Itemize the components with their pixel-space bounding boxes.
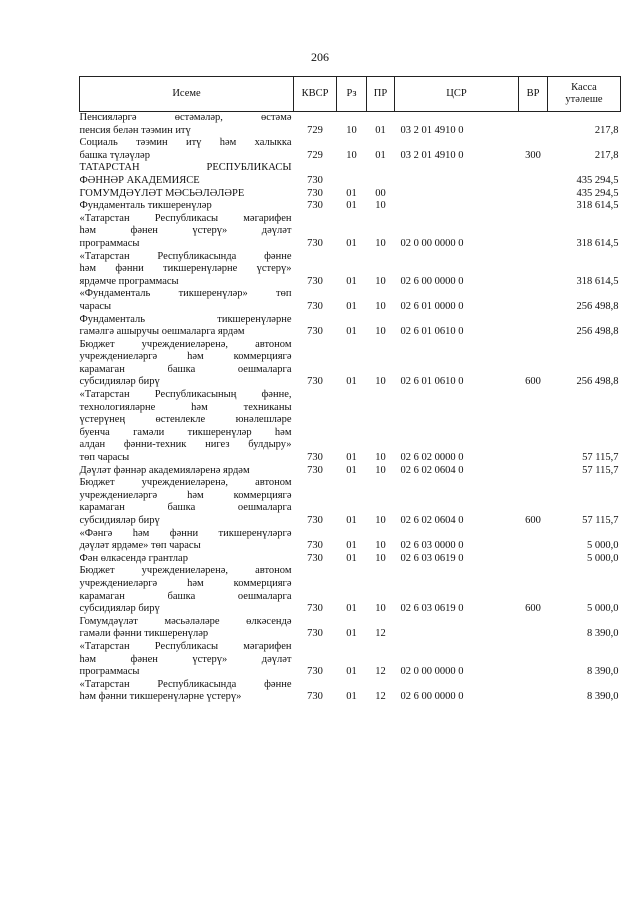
row-pr: 12 (375, 666, 386, 678)
row-csr (395, 162, 519, 187)
row-kvsr: 730 (307, 200, 323, 212)
row-kvsr: 730 (307, 300, 323, 312)
row-name-line: буенча гамәли тикшеренүләр һәм (79, 426, 292, 438)
row-amount: 8 390,0 (587, 666, 619, 678)
row-name (80, 162, 294, 187)
row-vr: 600 (525, 603, 541, 615)
row-name-line: Социаль тәэмин итү һәм халыкка (79, 137, 292, 149)
row-csr: 02 6 02 0604 0 (400, 515, 464, 526)
table-row (80, 339, 621, 389)
row-name (80, 200, 294, 213)
row-rz: 01 (346, 275, 357, 287)
row-kvsr: 730 (307, 691, 323, 703)
row-name-line: субсидияләр бирү (79, 603, 160, 615)
row-name-line: Бюджет учреждениеләренә, автоном (79, 477, 292, 489)
row-csr (395, 188, 519, 201)
row-csr (395, 616, 519, 641)
row-amount: 318 614,5 (576, 200, 619, 212)
table-row (80, 616, 621, 641)
row-name-line: субсидияләр бирү (79, 515, 160, 526)
row-vr (519, 112, 548, 138)
row-name-line: программасы (79, 237, 140, 249)
row-vr (519, 641, 548, 679)
row-name-line: карамаган башка оешмаларга (79, 590, 292, 602)
table-row (80, 188, 621, 201)
row-name (80, 339, 294, 389)
row-csr: 02 6 00 0000 0 (400, 275, 464, 287)
row-pr: 10 (375, 515, 386, 526)
row-csr: 02 6 02 0000 0 (400, 452, 464, 464)
row-rz: 10 (346, 124, 357, 136)
table-body (80, 112, 621, 704)
row-kvsr: 730 (307, 603, 323, 615)
row-name-line: Дәүләт фәннәр академияләренә ярдәм (79, 464, 250, 476)
row-pr: 10 (375, 237, 386, 249)
row-vr: 600 (525, 515, 541, 526)
row-name-line: «Татарстан Республикасы мәгарифен (79, 640, 292, 652)
row-kvsr: 730 (307, 515, 323, 526)
row-rz: 01 (346, 200, 357, 212)
row-name-line: ТАТАРСТАН РЕСПУБЛИКАСЫ (79, 162, 292, 174)
row-name (80, 553, 294, 566)
row-name (80, 389, 294, 465)
row-name-line: Фундаменталь тикшеренүләр (79, 200, 212, 212)
row-vr (519, 679, 548, 704)
table-row (80, 162, 621, 187)
row-name-line: ФӘННӘР АКАДЕМИЯСЕ (79, 174, 200, 186)
row-rz: 01 (346, 237, 357, 249)
budget-table (79, 76, 621, 704)
row-rz: 01 (346, 691, 357, 703)
table-row (80, 314, 621, 339)
row-csr: 02 6 00 0000 0 (400, 691, 464, 703)
row-name-line: ГОМУМДӘҮЛӘТ МӘСЬӘЛӘЛӘРЕ (79, 187, 245, 199)
table-header (80, 77, 621, 112)
row-rz: 01 (346, 326, 357, 338)
header-amount: Касса утәлеше (548, 77, 621, 112)
table-row (80, 465, 621, 478)
row-amount: 5 000,0 (587, 540, 619, 552)
row-name-line: «Татарстан Республикасының фәнне, (79, 389, 292, 401)
row-kvsr: 730 (307, 174, 323, 186)
row-name (80, 641, 294, 679)
row-amount: 57 115,7 (582, 464, 619, 476)
row-rz: 01 (346, 376, 357, 388)
row-rz: 01 (346, 628, 357, 640)
row-name (80, 188, 294, 201)
row-name-line: башка түләүләр (79, 149, 150, 161)
row-name-line: гамәли фәнни тикшеренүләр (79, 628, 209, 640)
row-amount: 256 498,8 (576, 376, 619, 388)
row-name (80, 213, 294, 251)
row-vr (519, 188, 548, 201)
row-csr: 02 0 00 0000 0 (400, 666, 464, 678)
row-csr: 02 0 00 0000 0 (400, 237, 464, 249)
row-amount: 435 294,5 (576, 174, 619, 186)
row-rz (337, 162, 367, 187)
row-name (80, 616, 294, 641)
row-amount: 57 115,7 (582, 515, 619, 526)
table-row (80, 553, 621, 566)
row-amount: 435 294,5 (576, 187, 619, 199)
row-kvsr: 730 (307, 376, 323, 388)
row-csr: 02 6 03 0000 0 (400, 540, 464, 552)
header-kvsr: КВСР (294, 77, 337, 112)
row-amount: 5 000,0 (587, 603, 619, 615)
header-name: Исеме (80, 77, 294, 112)
row-name-line: технологияләрне һәм техниканы (79, 401, 292, 413)
row-vr (519, 251, 548, 289)
row-name-line: субсидияләр бирү (79, 376, 160, 388)
row-kvsr: 730 (307, 666, 323, 678)
row-name (80, 565, 294, 615)
row-pr: 10 (375, 376, 386, 388)
row-name-line: карамаган башка оешмаларга (79, 363, 292, 375)
row-rz: 01 (346, 187, 357, 199)
header-pr: ПР (367, 77, 395, 112)
row-pr: 10 (375, 200, 386, 212)
row-name-line: ярдәмче программасы (79, 275, 179, 287)
row-name-line: «Татарстан Республикасында фәнне (79, 250, 292, 262)
row-pr: 01 (375, 149, 386, 161)
row-name-line: төп чарасы (79, 452, 130, 464)
row-name-line: һәм фәнни тикшеренүләрне үстерү» (79, 691, 242, 703)
row-pr: 10 (375, 452, 386, 464)
row-vr: 300 (525, 149, 541, 161)
row-amount: 8 390,0 (587, 691, 619, 703)
row-csr: 02 6 03 0619 0 (400, 603, 464, 615)
row-name-line: учреждениеләргә һәм коммерциягә (79, 489, 292, 501)
row-kvsr: 730 (307, 275, 323, 287)
row-name (80, 137, 294, 162)
row-name-line: һәм фәнен үстерү» дәүләт (79, 653, 292, 665)
row-name-line: алдан фәнни-техник нигез булдыру» (79, 439, 292, 451)
table-row (80, 288, 621, 313)
table-row (80, 137, 621, 162)
row-name-line: «Татарстан Республикасында фәнне (79, 678, 292, 690)
row-kvsr: 730 (307, 452, 323, 464)
row-pr: 10 (375, 275, 386, 287)
row-csr: 03 2 01 4910 0 (400, 149, 464, 161)
row-csr: 02 6 03 0619 0 (400, 552, 464, 564)
row-csr: 03 2 01 4910 0 (400, 124, 464, 136)
row-csr: 02 6 01 0610 0 (400, 376, 464, 388)
row-csr (395, 200, 519, 213)
row-rz: 10 (346, 149, 357, 161)
row-rz: 01 (346, 666, 357, 678)
row-pr: 12 (375, 628, 386, 640)
row-name-line: учреждениеләргә һәм коммерциягә (79, 351, 292, 363)
row-name-line: пенсия белән тәэмин итү (79, 124, 191, 136)
row-pr: 00 (375, 187, 386, 199)
row-name-line: программасы (79, 666, 140, 678)
row-rz: 01 (346, 452, 357, 464)
header-csr: ЦСР (395, 77, 519, 112)
row-csr: 02 6 01 0000 0 (400, 300, 464, 312)
row-name-line: гамәлгә ашыручы оешмаларга ярдәм (79, 326, 245, 338)
row-kvsr: 730 (307, 237, 323, 249)
table-row (80, 389, 621, 465)
row-name-line: үстерүнең өстенлекле юнәлешләре (79, 414, 292, 426)
row-amount: 318 614,5 (576, 275, 619, 287)
row-kvsr: 730 (307, 326, 323, 338)
row-kvsr: 730 (307, 187, 323, 199)
table-row (80, 641, 621, 679)
row-vr (519, 213, 548, 251)
row-name (80, 679, 294, 704)
table-row (80, 200, 621, 213)
row-name-line: Гомумдәүләт мәсьәләләре өлкәсендә (79, 615, 292, 627)
header-vr: ВР (519, 77, 548, 112)
row-vr (519, 314, 548, 339)
row-name-line: «Татарстан Республикасы мәгарифен (79, 212, 292, 224)
row-kvsr: 729 (307, 149, 323, 161)
row-kvsr: 730 (307, 552, 323, 564)
row-kvsr: 730 (307, 540, 323, 552)
row-rz: 01 (346, 552, 357, 564)
row-amount: 256 498,8 (576, 300, 619, 312)
row-name-line: Фән өлкәсендә грантлар (79, 552, 188, 564)
row-name-line: «Фундаменталь тикшеренүләр» төп (79, 288, 292, 300)
row-vr (519, 465, 548, 478)
row-vr (519, 553, 548, 566)
table-row (80, 112, 621, 138)
row-vr (519, 528, 548, 553)
row-name-line: учреждениеләргә һәм коммерциягә (79, 577, 292, 589)
row-vr (519, 616, 548, 641)
row-name (80, 288, 294, 313)
row-amount: 5 000,0 (587, 552, 619, 564)
row-name (80, 314, 294, 339)
row-name-line: карамаган башка оешмаларга (79, 502, 292, 514)
row-csr: 02 6 01 0610 0 (400, 326, 464, 338)
row-amount: 318 614,5 (576, 237, 619, 249)
row-pr: 12 (375, 691, 386, 703)
row-kvsr: 730 (307, 628, 323, 640)
row-kvsr: 730 (307, 464, 323, 476)
table-row (80, 477, 621, 527)
row-vr: 600 (525, 376, 541, 388)
row-pr: 10 (375, 552, 386, 564)
row-rz: 01 (346, 464, 357, 476)
row-vr (519, 389, 548, 465)
row-amount: 217,8 (594, 124, 619, 136)
row-name (80, 251, 294, 289)
page-number: 206 (311, 50, 329, 64)
table-row (80, 565, 621, 615)
row-pr: 01 (375, 124, 386, 136)
row-name (80, 528, 294, 553)
table-row (80, 213, 621, 251)
table-row (80, 679, 621, 704)
row-pr: 10 (375, 603, 386, 615)
row-name (80, 477, 294, 527)
row-vr (519, 162, 548, 187)
row-name-line: һәм фәнни тикшеренүләрне үстерү» (79, 263, 292, 275)
row-kvsr: 729 (307, 124, 323, 136)
row-name-line: «Фәнгә һәм фәнни тикшеренүләргә (79, 527, 292, 539)
row-pr: 10 (375, 300, 386, 312)
row-name-line: дәүләт ярдәме» төп чарасы (79, 540, 201, 552)
row-amount: 256 498,8 (576, 326, 619, 338)
row-rz: 01 (346, 515, 357, 526)
row-name-line: чарасы (79, 300, 112, 312)
header-rz: Рз (337, 77, 367, 112)
table-row (80, 528, 621, 553)
row-amount: 217,8 (594, 149, 619, 161)
row-name-line: һәм фәнен үстерү» дәүләт (79, 225, 292, 237)
row-pr: 10 (375, 540, 386, 552)
row-name-line: Пенсияләргә өстәмәләр, өстәмә (79, 112, 292, 123)
row-pr: 10 (375, 326, 386, 338)
row-rz: 01 (346, 540, 357, 552)
row-name (80, 112, 294, 138)
row-amount: 57 115,7 (582, 452, 619, 464)
row-rz: 01 (346, 603, 357, 615)
row-amount: 8 390,0 (587, 628, 619, 640)
row-pr (367, 162, 395, 187)
row-vr (519, 288, 548, 313)
row-rz: 01 (346, 300, 357, 312)
row-name-line: Бюджет учреждениеләренә, автоном (79, 565, 292, 577)
row-name-line: Фундаменталь тикшеренүләрне (79, 313, 292, 325)
row-vr (519, 200, 548, 213)
row-csr: 02 6 02 0604 0 (400, 464, 464, 476)
table-row (80, 251, 621, 289)
row-pr: 10 (375, 464, 386, 476)
row-name (80, 465, 294, 478)
row-name-line: Бюджет учреждениеләренә, автоном (79, 338, 292, 350)
